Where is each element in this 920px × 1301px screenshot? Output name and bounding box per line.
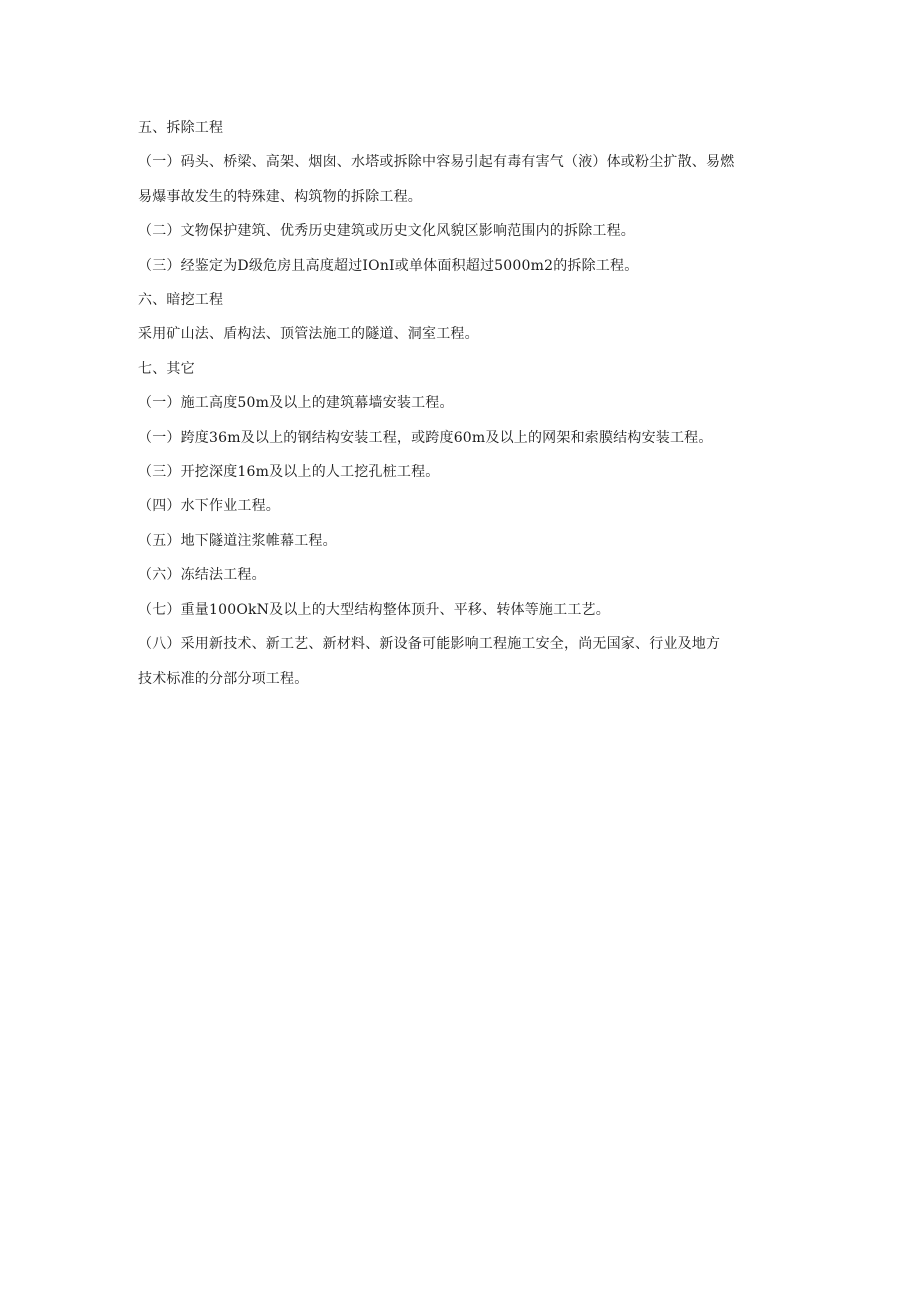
other-item-1: （一）施工高度50m及以上的建筑幕墙安装工程。 — [138, 395, 454, 412]
section-heading-other: 七、其它 — [138, 360, 195, 377]
other-item-5: （五）地下隧道注浆帷幕工程。 — [138, 532, 337, 549]
other-item-4: （四）水下作业工程。 — [138, 498, 280, 515]
document-body — [138, 111, 788, 696]
other-item-2: （一）跨度36m及以上的钢结构安装工程，或跨度60m及以上的网架和索膜结构安装工程。 — [138, 429, 713, 446]
demolition-item-3: （三）经鉴定为D级危房且高度超过IOnI或单体面积超过5000m2的拆除工程。 — [138, 257, 639, 274]
demolition-item-2: （二）文物保护建筑、优秀历史建筑或历史文化风貌区影响范围内的拆除工程。 — [138, 223, 635, 240]
tunneling-body: 采用矿山法、盾构法、顶管法施工的隧道、洞室工程。 — [138, 326, 479, 343]
other-item-6: （六）冻结法工程。 — [138, 567, 266, 584]
demolition-item-1 — [138, 145, 788, 214]
other-item-8 — [138, 627, 788, 696]
other-item-8-line-2: 技术标准的分部分项工程。 — [138, 670, 309, 687]
demolition-item-1-line-1: （一）码头、桥梁、高架、烟囱、水塔或拆除中容易引起有毒有害气（液）体或粉尘扩散、易燃 — [138, 154, 735, 171]
demolition-item-1-line-2: 易爆事故发生的特殊建、构筑物的拆除工程。 — [138, 188, 422, 205]
other-item-3: （三）开挖深度16m及以上的人工挖孔桩工程。 — [138, 464, 440, 481]
other-item-7: （七）重量100OkN及以上的大型结构整体顶升、平移、转体等施工工艺。 — [138, 601, 610, 618]
other-item-8-line-1: （八）采用新技术、新工艺、新材料、新设备可能影响工程施工安全，尚无国家、行业及地方 — [138, 636, 721, 653]
section-heading-tunneling: 六、暗挖工程 — [138, 292, 224, 309]
section-heading-demolition: 五、拆除工程 — [138, 120, 224, 136]
